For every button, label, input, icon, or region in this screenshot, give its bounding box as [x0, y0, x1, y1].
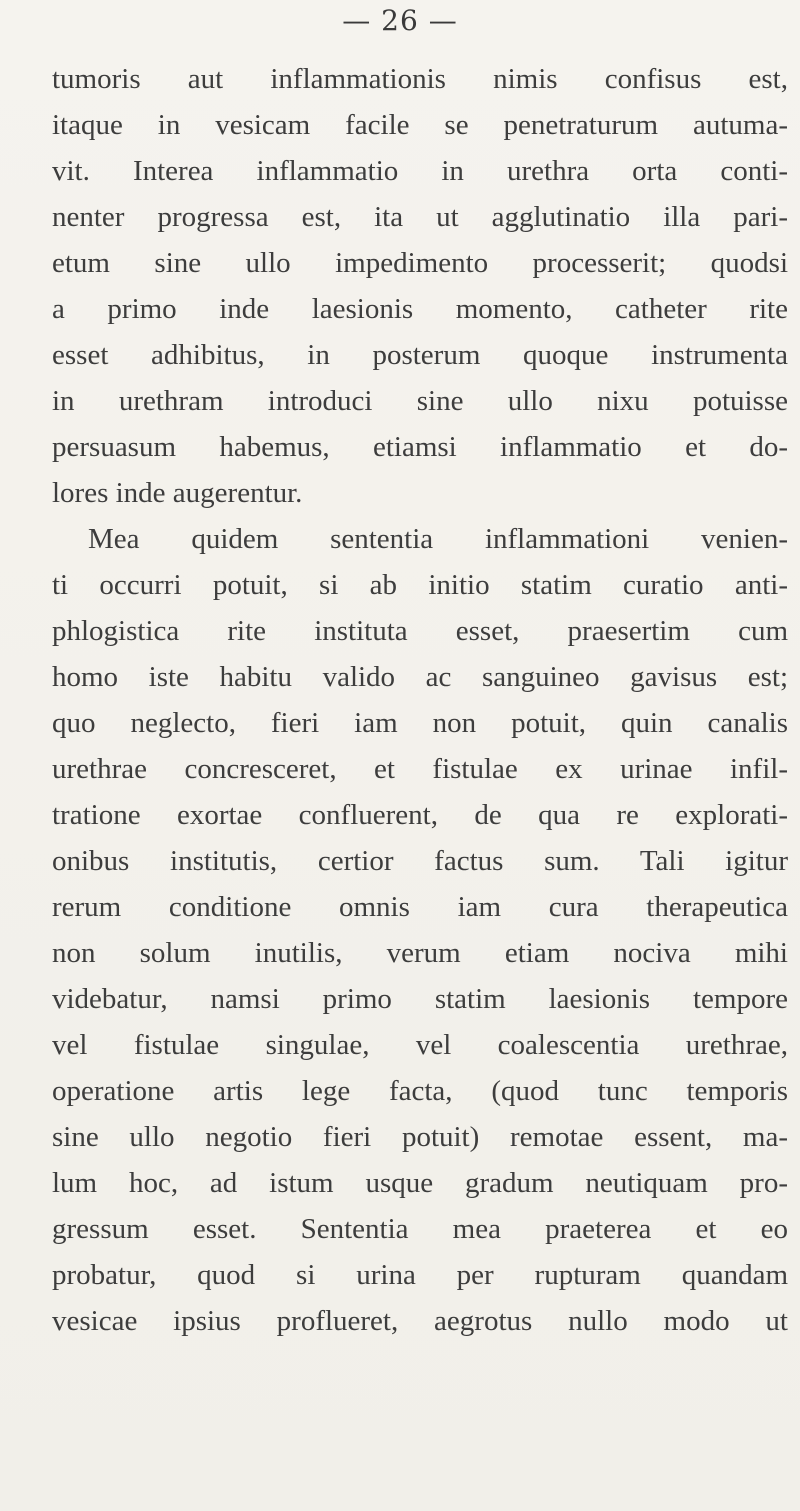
- text-line: in urethram introduci sine ullo nixu potuisse: [52, 385, 788, 417]
- text-line: quo neglecto, fieri iam non potuit, quin canalis: [52, 707, 788, 739]
- paragraph-1: [52, 56, 788, 516]
- text-line: esset adhibitus, in posterum quoque instrumenta: [52, 339, 788, 371]
- text-line: ti occurri potuit, si ab initio statim curatio anti-: [52, 569, 788, 601]
- text-line: itaque in vesicam facile se penetraturum autuma-: [52, 109, 788, 141]
- text-line: etum sine ullo impedimento processerit; quodsi: [52, 247, 788, 279]
- paragraph-2: [52, 516, 788, 1344]
- text-line: persuasum habemus, etiamsi inflammatio et do-: [52, 431, 788, 463]
- body-text: [52, 56, 788, 1344]
- page-number: — 26 —: [342, 4, 458, 37]
- text-line: gressum esset. Sententia mea praeterea et eo: [52, 1213, 788, 1245]
- text-line: operatione artis lege facta, (quod tunc temporis: [52, 1075, 788, 1107]
- text-line: vit. Interea inflammatio in urethra orta conti-: [52, 155, 788, 187]
- text-line: tratione exortae confluerent, de qua re explorati-: [52, 799, 788, 831]
- text-line: non solum inutilis, verum etiam nociva mihi: [52, 937, 788, 969]
- text-line: lum hoc, ad istum usque gradum neutiquam pro-: [52, 1167, 788, 1199]
- text-line: phlogistica rite instituta esset, praesertim cum: [52, 615, 788, 647]
- text-line: sine ullo negotio fieri potuit) remotae essent, ma-: [52, 1121, 788, 1153]
- text-line: tumoris aut inflammationis nimis confisus est,: [52, 63, 788, 95]
- text-line: vel fistulae singulae, vel coalescentia urethrae,: [52, 1029, 788, 1061]
- text-line: lores inde augerentur.: [52, 477, 303, 509]
- text-line: a primo inde laesionis momento, catheter rite: [52, 293, 788, 325]
- text-line: videbatur, namsi primo statim laesionis tempore: [52, 983, 788, 1015]
- text-line: urethrae concresceret, et fistulae ex urinae infil-: [52, 753, 788, 785]
- text-line: vesicae ipsius proflueret, aegrotus nullo modo ut: [52, 1305, 788, 1337]
- text-line: nenter progressa est, ita ut agglutinatio illa pari-: [52, 201, 788, 233]
- text-line: homo iste habitu valido ac sanguineo gavisus est;: [52, 661, 788, 693]
- text-line: Mea quidem sententia inflammationi venien-: [88, 523, 788, 555]
- text-line: probatur, quod si urina per rupturam quandam: [52, 1259, 788, 1291]
- text-line: rerum conditione omnis iam cura therapeutica: [52, 891, 788, 923]
- text-line: onibus institutis, certior factus sum. Tali igitur: [52, 845, 788, 877]
